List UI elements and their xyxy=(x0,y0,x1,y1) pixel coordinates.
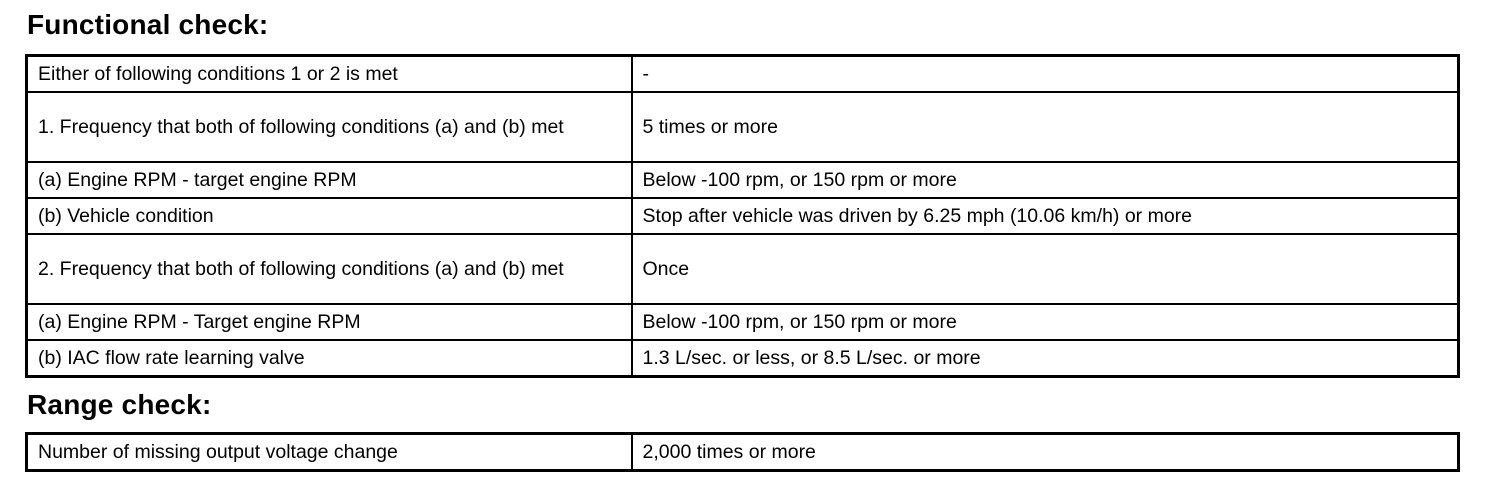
table-row xyxy=(27,198,1459,234)
condition-cell: (b) Vehicle condition xyxy=(27,198,632,234)
value-cell: Below -100 rpm, or 150 rpm or more xyxy=(632,162,1459,198)
value-cell: Stop after vehicle was driven by 6.25 mph (10.06 km/h) or more xyxy=(632,198,1459,234)
value-cell: Once xyxy=(632,234,1459,304)
value-cell: 5 times or more xyxy=(632,92,1459,162)
value-cell: 1.3 L/sec. or less, or 8.5 L/sec. or more xyxy=(632,340,1459,377)
value-cell: 2,000 times or more xyxy=(632,434,1459,471)
condition-cell: 1. Frequency that both of following conditions (a) and (b) met xyxy=(27,92,632,162)
value-cell: Below -100 rpm, or 150 rpm or more xyxy=(632,304,1459,340)
condition-cell: Number of missing output voltage change xyxy=(27,434,632,471)
condition-cell: Either of following conditions 1 or 2 is met xyxy=(27,56,632,93)
range-check-table xyxy=(25,432,1460,472)
table-row xyxy=(27,434,1459,471)
table-row xyxy=(27,234,1459,304)
table-row xyxy=(27,340,1459,377)
table-row xyxy=(27,162,1459,198)
table-row xyxy=(27,92,1459,162)
value-cell: - xyxy=(632,56,1459,93)
table-row xyxy=(27,56,1459,93)
functional-check-title: Functional check: xyxy=(27,9,269,40)
functional-check-table xyxy=(25,54,1460,378)
condition-cell: 2. Frequency that both of following conditions (a) and (b) met xyxy=(27,234,632,304)
table-row xyxy=(27,304,1459,340)
condition-cell: (a) Engine RPM - target engine RPM xyxy=(27,162,632,198)
range-check-title: Range check: xyxy=(27,389,212,420)
condition-cell: (a) Engine RPM - Target engine RPM xyxy=(27,304,632,340)
condition-cell: (b) IAC flow rate learning valve xyxy=(27,340,632,377)
